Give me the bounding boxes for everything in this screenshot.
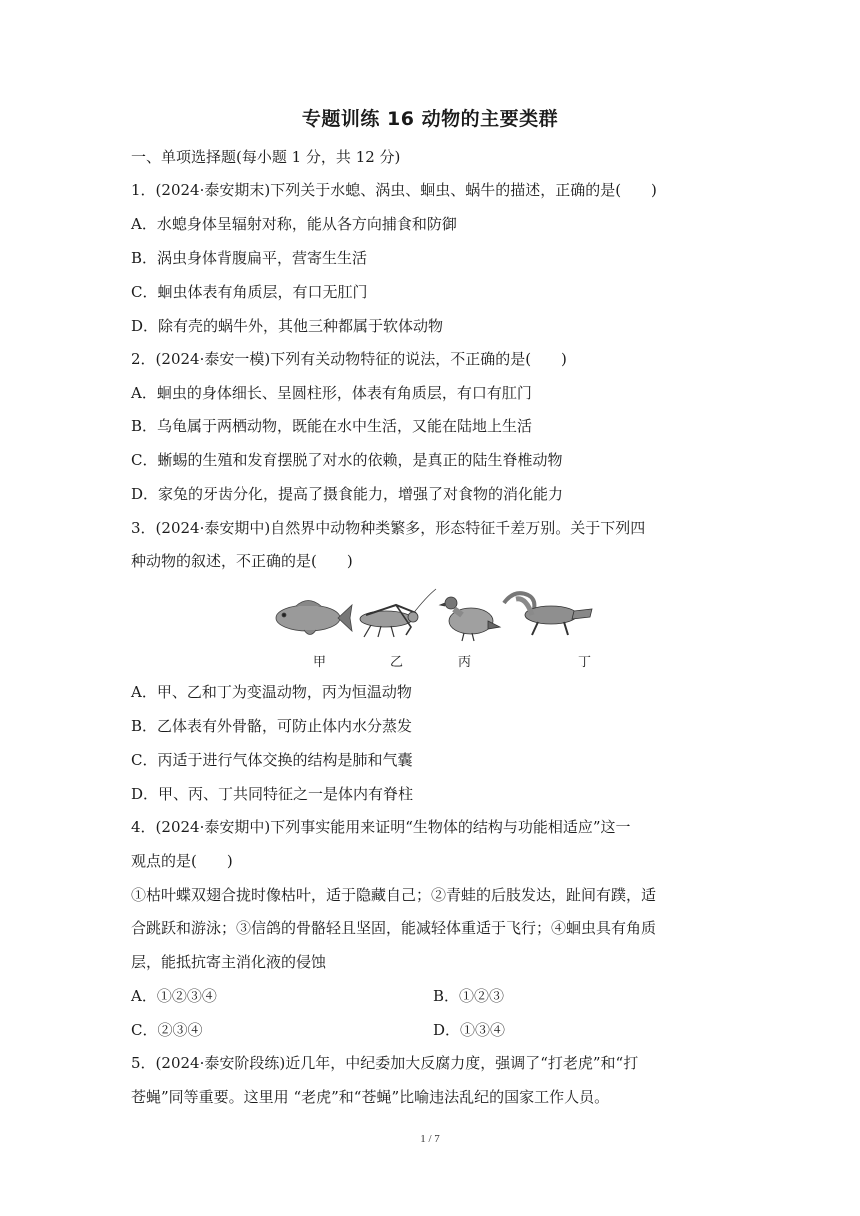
q4-body-line2: 合跳跃和游泳；③信鸽的骨骼轻且坚固，能减轻体重适于飞行；④蛔虫具有角质 [131,919,657,937]
q3-option-d: D．甲、丙、丁共同特征之一是体内有脊柱 [131,785,414,803]
page-title: 专题训练 16 动物的主要类群 [301,108,559,130]
q5-stem-line2: 苍蝇”同等重要。这里用 “老虎”和“苍蝇”比喻违法乱纪的国家工作人员。 [131,1088,610,1106]
q5-stem-line1: 5．(2024·泰安阶段练)近几年，中纪委加大反腐力度，强调了“打老虎”和“打 [131,1054,639,1072]
q4-option-c: C．②③④ [131,1021,203,1039]
q4-body-line3: 层，能抵抗寄主消化液的侵蚀 [131,953,327,971]
crocodile-icon [504,593,592,635]
q1-option-c: C．蛔虫体表有角质层，有口无肛门 [131,283,368,301]
q2-option-a: A．蛔虫的身体细长、呈圆柱形，体表有角质层，有口有肛门 [131,384,532,402]
q3-option-c: C．丙适于进行气体交换的结构是肺和气囊 [131,751,413,769]
animals-figure [266,585,596,645]
caption-jia: 甲 [313,655,327,670]
caption-yi: 乙 [390,655,404,670]
q4-option-d: D．①③④ [433,1021,506,1039]
q4-stem-line1: 4．(2024·泰安期中)下列事实能用来证明“生物体的结构与功能相适应”这一 [131,818,631,836]
q3-option-b: B．乙体表有外骨骼，可防止体内水分蒸发 [131,717,413,735]
q4-option-a: A．①②③④ [131,987,217,1005]
caption-ding: 丁 [578,655,592,670]
q1-option-d: D．除有壳的蜗牛外，其他三种都属于软体动物 [131,317,444,335]
q3-stem-line2: 种动物的叙述，不正确的是( ) [131,552,353,570]
q3-stem-line1: 3．(2024·泰安期中)自然界中动物种类繁多，形态特征千差万别。关于下列四 [131,519,646,537]
q2-stem: 2．(2024·泰安一模)下列有关动物特征的说法，不正确的是( ) [131,350,567,368]
fish-icon [276,601,352,635]
q1-stem: 1．(2024·泰安期末)下列关于水螅、涡虫、蛔虫、蜗牛的描述，正确的是( ) [131,181,657,199]
caption-bing: 丙 [458,655,472,670]
grasshopper-icon [360,589,436,637]
q2-option-c: C．蜥蜴的生殖和发育摆脱了对水的依赖，是真正的陆生脊椎动物 [131,451,563,469]
q4-stem-line2: 观点的是( ) [131,852,233,870]
section-heading: 一、单项选择题(每小题 1 分，共 12 分) [131,148,401,166]
page-number: 1 / 7 [420,1133,440,1145]
q1-option-a: A．水螅身体呈辐射对称，能从各方向捕食和防御 [131,215,457,233]
q4-option-b: B．①②③ [433,987,505,1005]
q2-option-d: D．家兔的牙齿分化，提高了摄食能力，增强了对食物的消化能力 [131,485,564,503]
q2-option-b: B．乌龟属于两栖动物，既能在水中生活，又能在陆地上生活 [131,417,533,435]
q3-option-a: A．甲、乙和丁为变温动物，丙为恒温动物 [131,683,412,701]
pigeon-icon [440,597,500,641]
q1-option-b: B．涡虫身体背腹扁平，营寄生生活 [131,249,368,267]
q4-body-line1: ①枯叶蝶双翅合拢时像枯叶，适于隐藏自己；②青蛙的后肢发达，趾间有蹼，适 [131,886,657,904]
